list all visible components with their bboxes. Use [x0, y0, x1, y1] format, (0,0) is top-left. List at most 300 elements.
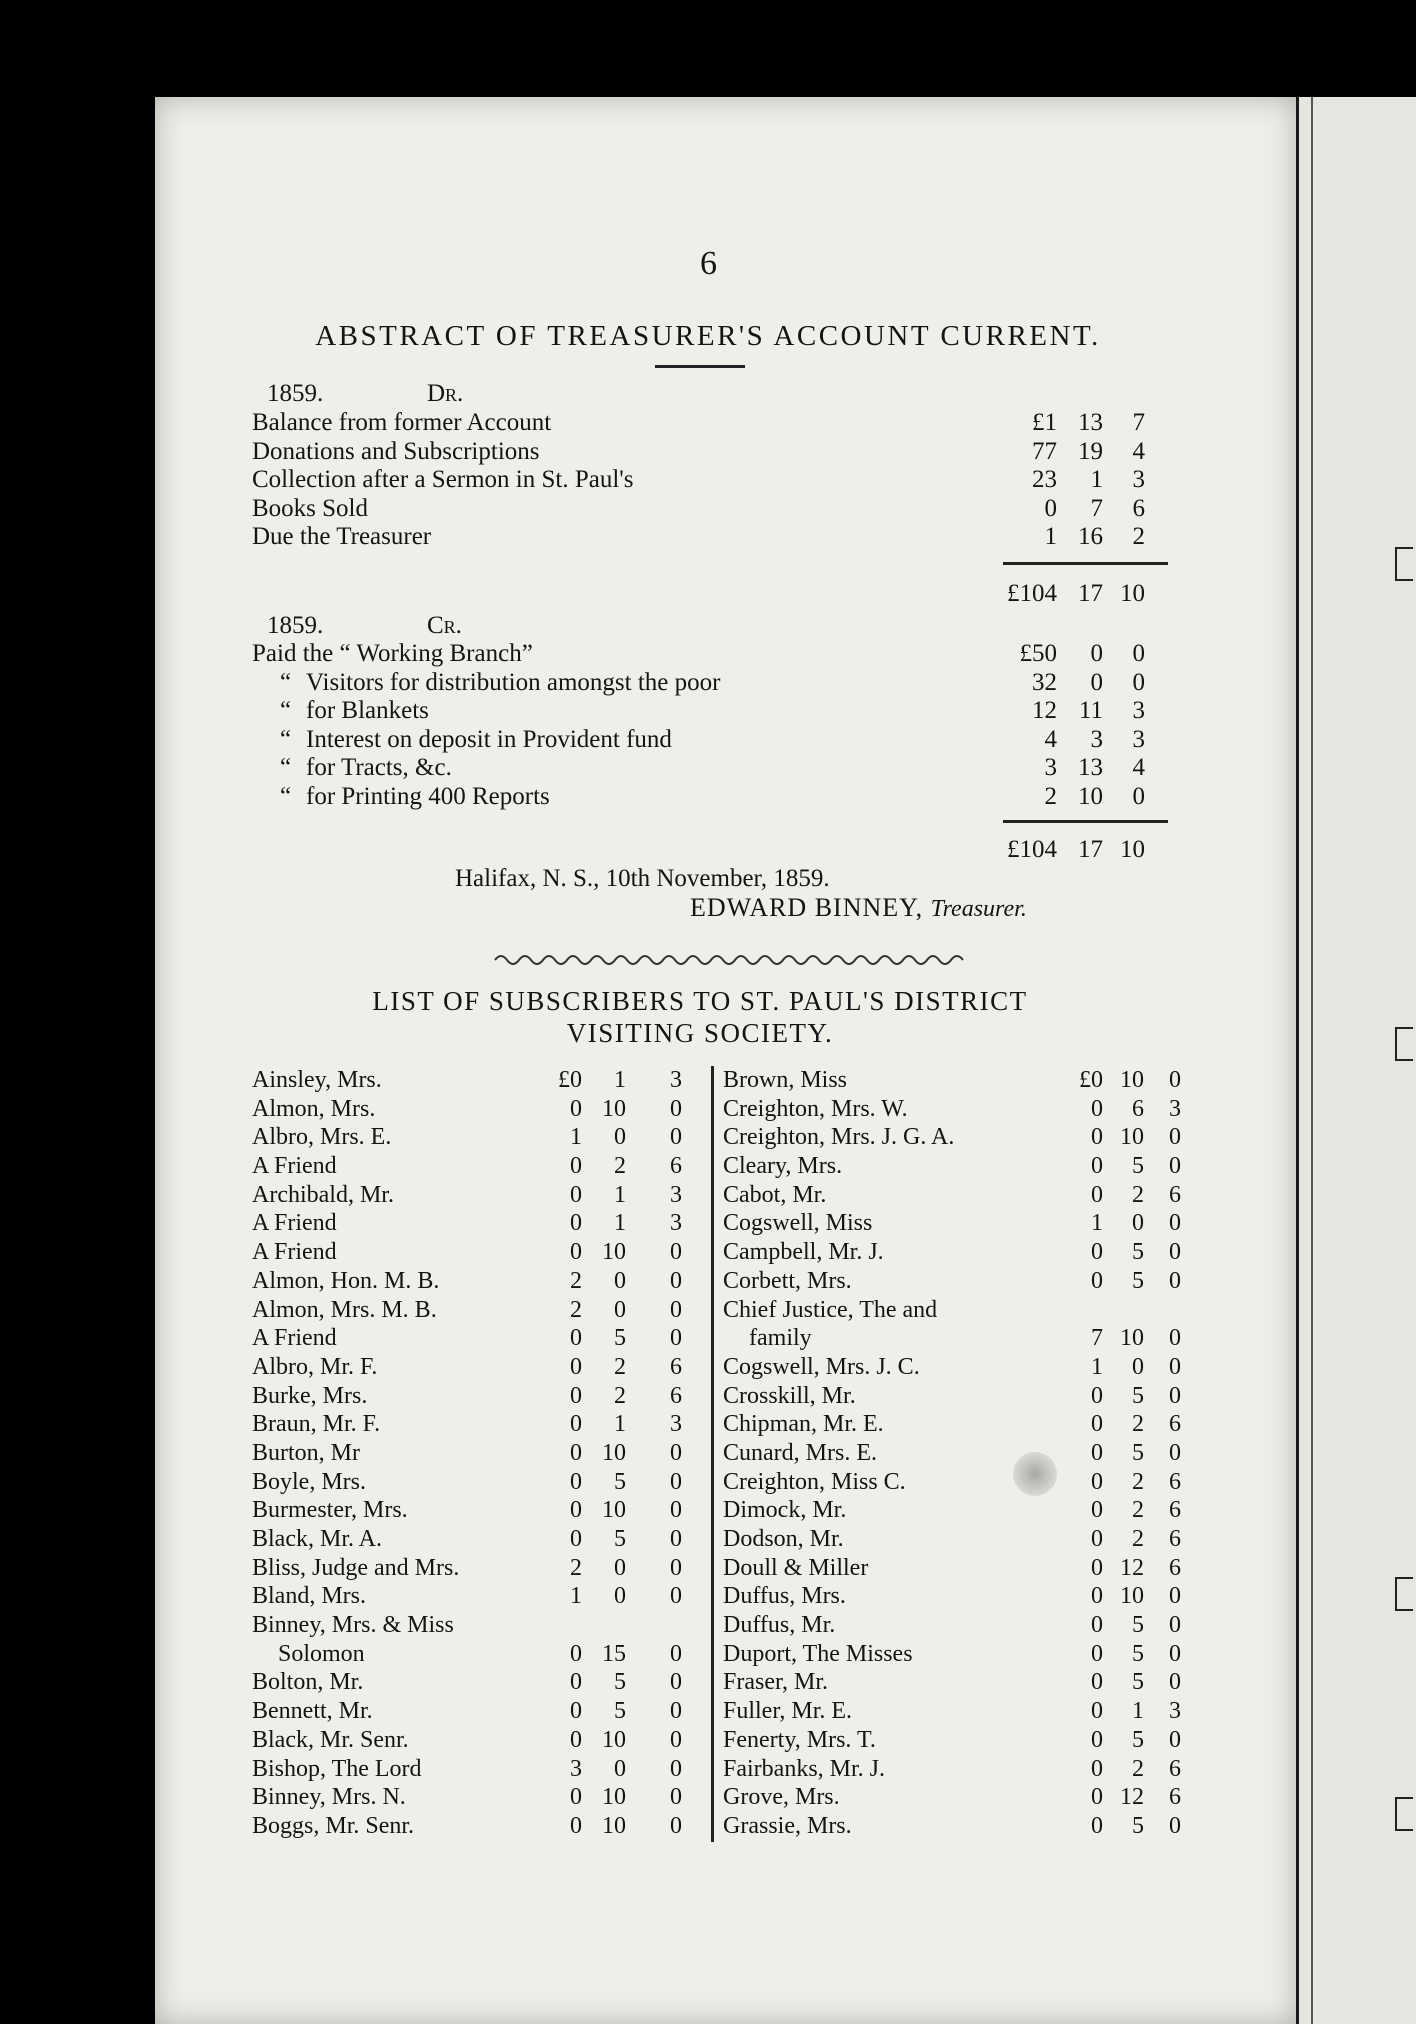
pounds: 0 [1044, 494, 1057, 522]
subscriber-row [723, 1181, 1183, 1210]
debit-header [267, 380, 464, 408]
pence: 6 [1169, 1497, 1181, 1524]
pounds: 23 [1032, 466, 1057, 494]
shillings: 0 [1132, 1353, 1144, 1380]
pounds: 0 [570, 1497, 582, 1524]
shillings: 1 [614, 1411, 626, 1438]
subscriber-name: Duport, The Misses [723, 1640, 913, 1667]
subscriber-row [252, 1123, 712, 1152]
shillings: 16 [1078, 523, 1103, 551]
shillings: 5 [1132, 1382, 1144, 1409]
pounds: 2 [570, 1554, 582, 1581]
subscriber-row [252, 1640, 712, 1669]
shillings: 12 [1120, 1784, 1144, 1811]
pounds: 0 [1091, 1411, 1103, 1438]
subscriber-row [252, 1468, 712, 1497]
shillings: 10 [602, 1812, 626, 1839]
subscriber-row [723, 1209, 1183, 1238]
pounds: 0 [1091, 1698, 1103, 1725]
edge-mark [1395, 547, 1413, 581]
pence: 2 [1132, 523, 1145, 551]
pence: 0 [670, 1812, 682, 1839]
pence: 0 [670, 1583, 682, 1610]
subscriber-row [723, 1668, 1183, 1697]
pounds: 0 [1091, 1153, 1103, 1180]
total-pounds: £104 [1007, 580, 1057, 607]
pence: 6 [1132, 494, 1145, 522]
shillings: 5 [1132, 1153, 1144, 1180]
subscriber-name: Ainsley, Mrs. [252, 1067, 382, 1093]
subscriber-row [723, 1525, 1183, 1554]
pence: 0 [1169, 1124, 1181, 1151]
pounds: 0 [570, 1526, 582, 1552]
pence: 0 [1169, 1726, 1181, 1753]
edge-mark [1395, 1797, 1413, 1831]
shillings: 3 [1090, 725, 1103, 753]
column-divider [711, 1066, 714, 1842]
subscriber-name: Campbell, Mr. J. [723, 1239, 884, 1266]
subscriber-name: Cogswell, Miss [723, 1210, 873, 1237]
subscriber-name: Creighton, Mrs. W. [723, 1095, 908, 1122]
shillings: 0 [1090, 640, 1103, 667]
subscriber-name: Bennett, Mr. [252, 1698, 373, 1725]
subscriber-row [723, 1152, 1183, 1181]
subscriber-name: Crosskill, Mr. [723, 1382, 856, 1409]
pence: 3 [1132, 725, 1145, 753]
pounds: 0 [1091, 1439, 1103, 1466]
shillings: 2 [614, 1153, 626, 1180]
shillings: 2 [614, 1382, 626, 1409]
pounds: 12 [1032, 697, 1057, 725]
pounds: 0 [1091, 1124, 1103, 1151]
pounds: 0 [570, 1812, 582, 1839]
pence: 4 [1132, 754, 1145, 782]
subscriber-row [723, 1439, 1183, 1468]
debit-item-label: Due the Treasurer [252, 523, 432, 551]
pence: 0 [670, 1497, 682, 1524]
pounds: 0 [1091, 1526, 1103, 1552]
subscriber-name: Burmester, Mrs. [252, 1497, 408, 1524]
subscriber-row [252, 1554, 712, 1583]
debit-item-label: Balance from former Account [252, 409, 552, 436]
debit-item-label: Collection after a Sermon in St. Paul's [252, 466, 634, 494]
subscriber-name: Cabot, Mr. [723, 1181, 827, 1208]
shillings: 2 [1132, 1411, 1144, 1438]
pounds: £0 [1079, 1067, 1103, 1093]
subscriber-row [252, 1755, 712, 1784]
subscriber-name: Burton, Mr [252, 1439, 360, 1466]
pounds: 0 [570, 1239, 582, 1266]
shillings: 10 [602, 1784, 626, 1811]
pence: 6 [670, 1153, 682, 1180]
subscriber-name: Binney, Mrs. N. [252, 1784, 406, 1811]
shillings: 0 [614, 1296, 626, 1323]
shillings: 10 [1120, 1583, 1144, 1610]
pence: 0 [1169, 1812, 1181, 1839]
treasurer-signature [690, 893, 1027, 923]
pence: 0 [1169, 1325, 1181, 1352]
pence: 6 [1169, 1755, 1181, 1782]
subscriber-name: Boyle, Mrs. [252, 1468, 366, 1495]
pence: 3 [670, 1067, 682, 1093]
pounds: 0 [570, 1153, 582, 1180]
shillings: 1 [614, 1181, 626, 1208]
subscriber-name: Black, Mr. A. [252, 1526, 382, 1552]
edge-mark [1395, 1577, 1413, 1611]
shillings: 13 [1078, 409, 1103, 436]
pence: 3 [1169, 1698, 1181, 1725]
subscriber-row [723, 1324, 1183, 1353]
shillings: 5 [1132, 1439, 1144, 1466]
subscriber-name: Dodson, Mr. [723, 1526, 844, 1552]
title-rule [655, 365, 745, 368]
pence: 0 [1169, 1640, 1181, 1667]
shillings: 10 [602, 1497, 626, 1524]
subscriber-name: Braun, Mr. F. [252, 1411, 381, 1438]
subscriber-row [252, 1181, 712, 1210]
subscriber-name: Duffus, Mr. [723, 1612, 836, 1639]
subscriber-row [723, 1267, 1183, 1296]
total-pounds: £104 [1007, 836, 1057, 863]
subscriber-row [252, 1095, 712, 1124]
shillings: 5 [1132, 1640, 1144, 1667]
shillings: 5 [1132, 1669, 1144, 1696]
subscriber-row [723, 1353, 1183, 1382]
pence: 0 [670, 1640, 682, 1667]
subscriber-name: Burke, Mrs. [252, 1382, 368, 1409]
pence: 0 [670, 1439, 682, 1466]
pence: 0 [1169, 1612, 1181, 1639]
pounds: 77 [1032, 437, 1057, 465]
total-shillings: 17 [1078, 836, 1103, 863]
shillings: 2 [1132, 1526, 1144, 1552]
debit-row [252, 409, 1157, 437]
pounds: 0 [1091, 1612, 1103, 1639]
pence: 3 [1132, 466, 1145, 494]
pence: 0 [1132, 640, 1145, 667]
pence: 3 [1132, 697, 1145, 725]
pence: 6 [1169, 1554, 1181, 1581]
shillings: 0 [1090, 668, 1103, 696]
subscriber-row [252, 1726, 712, 1755]
subscriber-row [252, 1324, 712, 1353]
subscriber-row [723, 1468, 1183, 1497]
pence: 6 [1169, 1411, 1181, 1438]
pounds: 7 [1091, 1325, 1103, 1352]
pence: 6 [1169, 1784, 1181, 1811]
subscriber-name: A Friend [252, 1210, 337, 1237]
treasurer-name: EDWARD BINNEY, [690, 893, 924, 922]
credit-item-label: for Blankets [306, 697, 429, 725]
shillings: 10 [1120, 1067, 1144, 1093]
total-pence: 10 [1120, 580, 1145, 607]
pence: 0 [1169, 1067, 1181, 1093]
pence: 0 [670, 1468, 682, 1495]
shillings: 0 [614, 1267, 626, 1294]
credit-row [252, 783, 1157, 811]
subscriber-row [723, 1066, 1183, 1095]
subscriber-row [252, 1812, 712, 1841]
subscriber-name: Bland, Mrs. [252, 1583, 366, 1610]
subscriber-row [252, 1697, 712, 1726]
shillings: 12 [1120, 1554, 1144, 1581]
shillings: 0 [614, 1554, 626, 1581]
pence: 3 [670, 1411, 682, 1438]
subscriber-name: Binney, Mrs. & Miss [252, 1612, 454, 1639]
subscriber-row [723, 1697, 1183, 1726]
pounds: 0 [570, 1439, 582, 1466]
shillings: 5 [614, 1468, 626, 1495]
page-number: 6 [700, 245, 717, 282]
subscriber-name: Boggs, Mr. Senr. [252, 1812, 415, 1839]
shillings: 15 [602, 1640, 626, 1667]
pounds: 0 [1091, 1640, 1103, 1667]
pence: 0 [1169, 1583, 1181, 1610]
total-shillings: 17 [1078, 580, 1103, 607]
subscriber-name: Archibald, Mr. [252, 1181, 394, 1208]
pence: 0 [670, 1784, 682, 1811]
pounds: 0 [570, 1640, 582, 1667]
ditto-mark: “ [280, 783, 292, 810]
subscriber-name: Grove, Mrs. [723, 1784, 840, 1811]
pence: 6 [670, 1382, 682, 1409]
pence: 0 [670, 1669, 682, 1696]
shillings: 1 [1132, 1698, 1144, 1725]
shillings: 5 [1132, 1612, 1144, 1639]
shillings: 6 [1132, 1095, 1144, 1122]
subscriber-name: Fenerty, Mrs. T. [723, 1726, 876, 1753]
subscriber-name: Fuller, Mr. E. [723, 1698, 853, 1725]
shillings: 0 [614, 1755, 626, 1782]
shillings: 13 [1078, 754, 1103, 782]
credit-total-rule [1003, 820, 1168, 823]
subscribers-right-column [723, 1066, 1183, 1841]
pounds: £0 [558, 1067, 582, 1093]
subscribers-heading-line2: VISITING SOCIETY. [566, 1018, 834, 1048]
pence: 0 [670, 1095, 682, 1122]
pounds: 0 [1091, 1095, 1103, 1122]
credit-row [252, 754, 1157, 782]
subscriber-name: Duffus, Mrs. [723, 1583, 846, 1610]
credit-item-label: Paid the “ Working Branch” [252, 640, 533, 667]
pence: 0 [670, 1296, 682, 1323]
subscriber-row [252, 1296, 712, 1325]
pounds: 0 [570, 1210, 582, 1237]
pence: 0 [1169, 1267, 1181, 1294]
pounds: 2 [570, 1267, 582, 1294]
credit-row [252, 640, 1157, 668]
pounds: £50 [1019, 640, 1057, 667]
subscriber-name: Dimock, Mr. [723, 1497, 847, 1524]
subscriber-name: Fairbanks, Mr. J. [723, 1755, 885, 1782]
shillings: 10 [602, 1726, 626, 1753]
pence: 0 [1169, 1239, 1181, 1266]
subscriber-name: Creighton, Miss C. [723, 1468, 906, 1495]
subscriber-row [723, 1095, 1183, 1124]
pounds: 2 [1044, 783, 1057, 810]
pence: 0 [1169, 1439, 1181, 1466]
shillings: 5 [614, 1325, 626, 1352]
debit-row [252, 523, 1157, 551]
pounds: £1 [1032, 409, 1057, 436]
subscriber-name: Almon, Mrs. [252, 1095, 376, 1122]
debit-total-rule [1003, 562, 1168, 565]
pounds: 3 [1044, 754, 1057, 782]
debit-item-label: Books Sold [252, 494, 369, 522]
subscriber-name: Corbett, Mrs. [723, 1267, 852, 1294]
ditto-mark: “ [280, 725, 292, 753]
pence: 0 [670, 1267, 682, 1294]
pounds: 3 [570, 1755, 582, 1782]
pounds: 0 [570, 1382, 582, 1409]
shillings: 2 [1132, 1497, 1144, 1524]
credit-row [252, 669, 1157, 697]
credit-item-label: for Printing 400 Reports [306, 783, 550, 810]
pounds: 0 [1091, 1784, 1103, 1811]
pence: 0 [670, 1554, 682, 1581]
subscriber-name: Fraser, Mr. [723, 1669, 829, 1696]
debit-total-row [252, 580, 1157, 608]
subscriber-name: Chipman, Mr. E. [723, 1411, 884, 1438]
ditto-mark: “ [280, 668, 292, 696]
treasurer-title: Treasurer. [930, 896, 1027, 922]
pounds: 0 [1091, 1669, 1103, 1696]
subscriber-name: Grassie, Mrs. [723, 1812, 852, 1839]
pence: 0 [1169, 1210, 1181, 1237]
pounds: 0 [1091, 1554, 1103, 1581]
pounds: 0 [570, 1411, 582, 1438]
subscriber-row [252, 1410, 712, 1439]
pounds: 0 [1091, 1382, 1103, 1409]
debit-row [252, 495, 1157, 523]
subscriber-row [723, 1410, 1183, 1439]
subscriber-name: Creighton, Mrs. J. G. A. [723, 1124, 955, 1151]
pence: 0 [1169, 1353, 1181, 1380]
pounds: 0 [1091, 1181, 1103, 1208]
subscriber-row [252, 1439, 712, 1468]
subscriber-row [723, 1296, 1183, 1325]
shillings: 5 [614, 1669, 626, 1696]
pence: 3 [670, 1181, 682, 1208]
debit-row [252, 466, 1157, 494]
shillings: 5 [614, 1526, 626, 1552]
subscriber-name: Albro, Mr. F. [252, 1353, 378, 1380]
debit-item-label: Donations and Subscriptions [252, 437, 540, 465]
pence: 6 [1169, 1468, 1181, 1495]
subscriber-name: Cunard, Mrs. E. [723, 1439, 877, 1466]
shillings: 5 [1132, 1726, 1144, 1753]
subscriber-row [723, 1783, 1183, 1812]
shillings: 2 [1132, 1468, 1144, 1495]
debit-year: 1859. [267, 380, 324, 407]
pounds: 1 [1091, 1353, 1103, 1380]
shillings: 0 [1132, 1210, 1144, 1237]
shillings: 2 [1132, 1181, 1144, 1208]
subscriber-row [723, 1496, 1183, 1525]
shillings: 10 [1078, 783, 1103, 810]
pence: 0 [670, 1526, 682, 1552]
ornamental-divider [490, 950, 980, 968]
pence: 0 [1132, 668, 1145, 696]
pounds: 32 [1032, 668, 1057, 696]
subscriber-name: Brown, Miss [723, 1067, 848, 1093]
subscriber-row [252, 1238, 712, 1267]
pence: 0 [670, 1755, 682, 1782]
shillings: 10 [1120, 1325, 1144, 1352]
paper-stain [1013, 1452, 1057, 1496]
pounds: 1 [1044, 523, 1057, 551]
pounds: 0 [570, 1726, 582, 1753]
pounds: 4 [1044, 725, 1057, 753]
adjacent-page-edge [1296, 97, 1416, 2024]
debit-side-label: Dr. [427, 380, 464, 407]
pounds: 0 [1091, 1267, 1103, 1294]
subscriber-name: Chief Justice, The and [723, 1296, 938, 1323]
shillings: 2 [1132, 1755, 1144, 1782]
pounds: 1 [570, 1583, 582, 1610]
pounds: 0 [1091, 1497, 1103, 1524]
subscriber-name: A Friend [252, 1239, 337, 1266]
subscriber-row [723, 1582, 1183, 1611]
credit-item-label: for Tracts, &c. [306, 754, 452, 782]
subscriber-name: Solomon [278, 1640, 365, 1667]
total-pence: 10 [1120, 836, 1145, 863]
credit-item-label: Interest on deposit in Provident fund [306, 725, 672, 753]
pounds: 0 [570, 1784, 582, 1811]
shillings: 7 [1090, 494, 1103, 522]
subscriber-row [252, 1267, 712, 1296]
pounds: 0 [570, 1468, 582, 1495]
shillings: 1 [614, 1067, 626, 1093]
pounds: 0 [1091, 1755, 1103, 1782]
subscribers-heading-line1: LIST OF SUBSCRIBERS TO ST. PAUL'S DISTRICT [372, 986, 1028, 1016]
subscriber-name: Almon, Mrs. M. B. [252, 1296, 437, 1323]
shillings: 5 [1132, 1239, 1144, 1266]
pence: 0 [670, 1325, 682, 1352]
pence: 0 [670, 1239, 682, 1266]
shillings: 10 [1120, 1124, 1144, 1151]
subscriber-row [252, 1066, 712, 1095]
pounds: 0 [570, 1325, 582, 1352]
subscriber-row [723, 1755, 1183, 1784]
subscriber-row [723, 1554, 1183, 1583]
subscribers-left-column [252, 1066, 712, 1841]
subscriber-name: Doull & Miller [723, 1554, 869, 1581]
pence: 6 [1169, 1526, 1181, 1552]
shillings: 0 [614, 1124, 626, 1151]
credit-side-label: Cr. [427, 612, 462, 639]
shillings: 5 [1132, 1812, 1144, 1839]
pence: 4 [1132, 437, 1145, 465]
page-edge-line [1311, 97, 1313, 2024]
credit-header [267, 612, 462, 640]
shillings: 1 [1090, 466, 1103, 494]
subscriber-row [252, 1353, 712, 1382]
credit-item-label: Visitors for distribution amongst the poor [306, 668, 721, 696]
ditto-mark: “ [280, 697, 292, 725]
subscriber-name: Bliss, Judge and Mrs. [252, 1554, 460, 1581]
pounds: 1 [570, 1124, 582, 1151]
subscriber-row [252, 1209, 712, 1238]
shillings: 10 [602, 1439, 626, 1466]
subscriber-name: family [749, 1325, 812, 1352]
subscriber-name: Bolton, Mr. [252, 1669, 364, 1696]
credit-row [252, 697, 1157, 725]
subscriber-row [723, 1812, 1183, 1841]
pence: 6 [1169, 1181, 1181, 1208]
pounds: 0 [1091, 1468, 1103, 1495]
shillings: 0 [614, 1583, 626, 1610]
